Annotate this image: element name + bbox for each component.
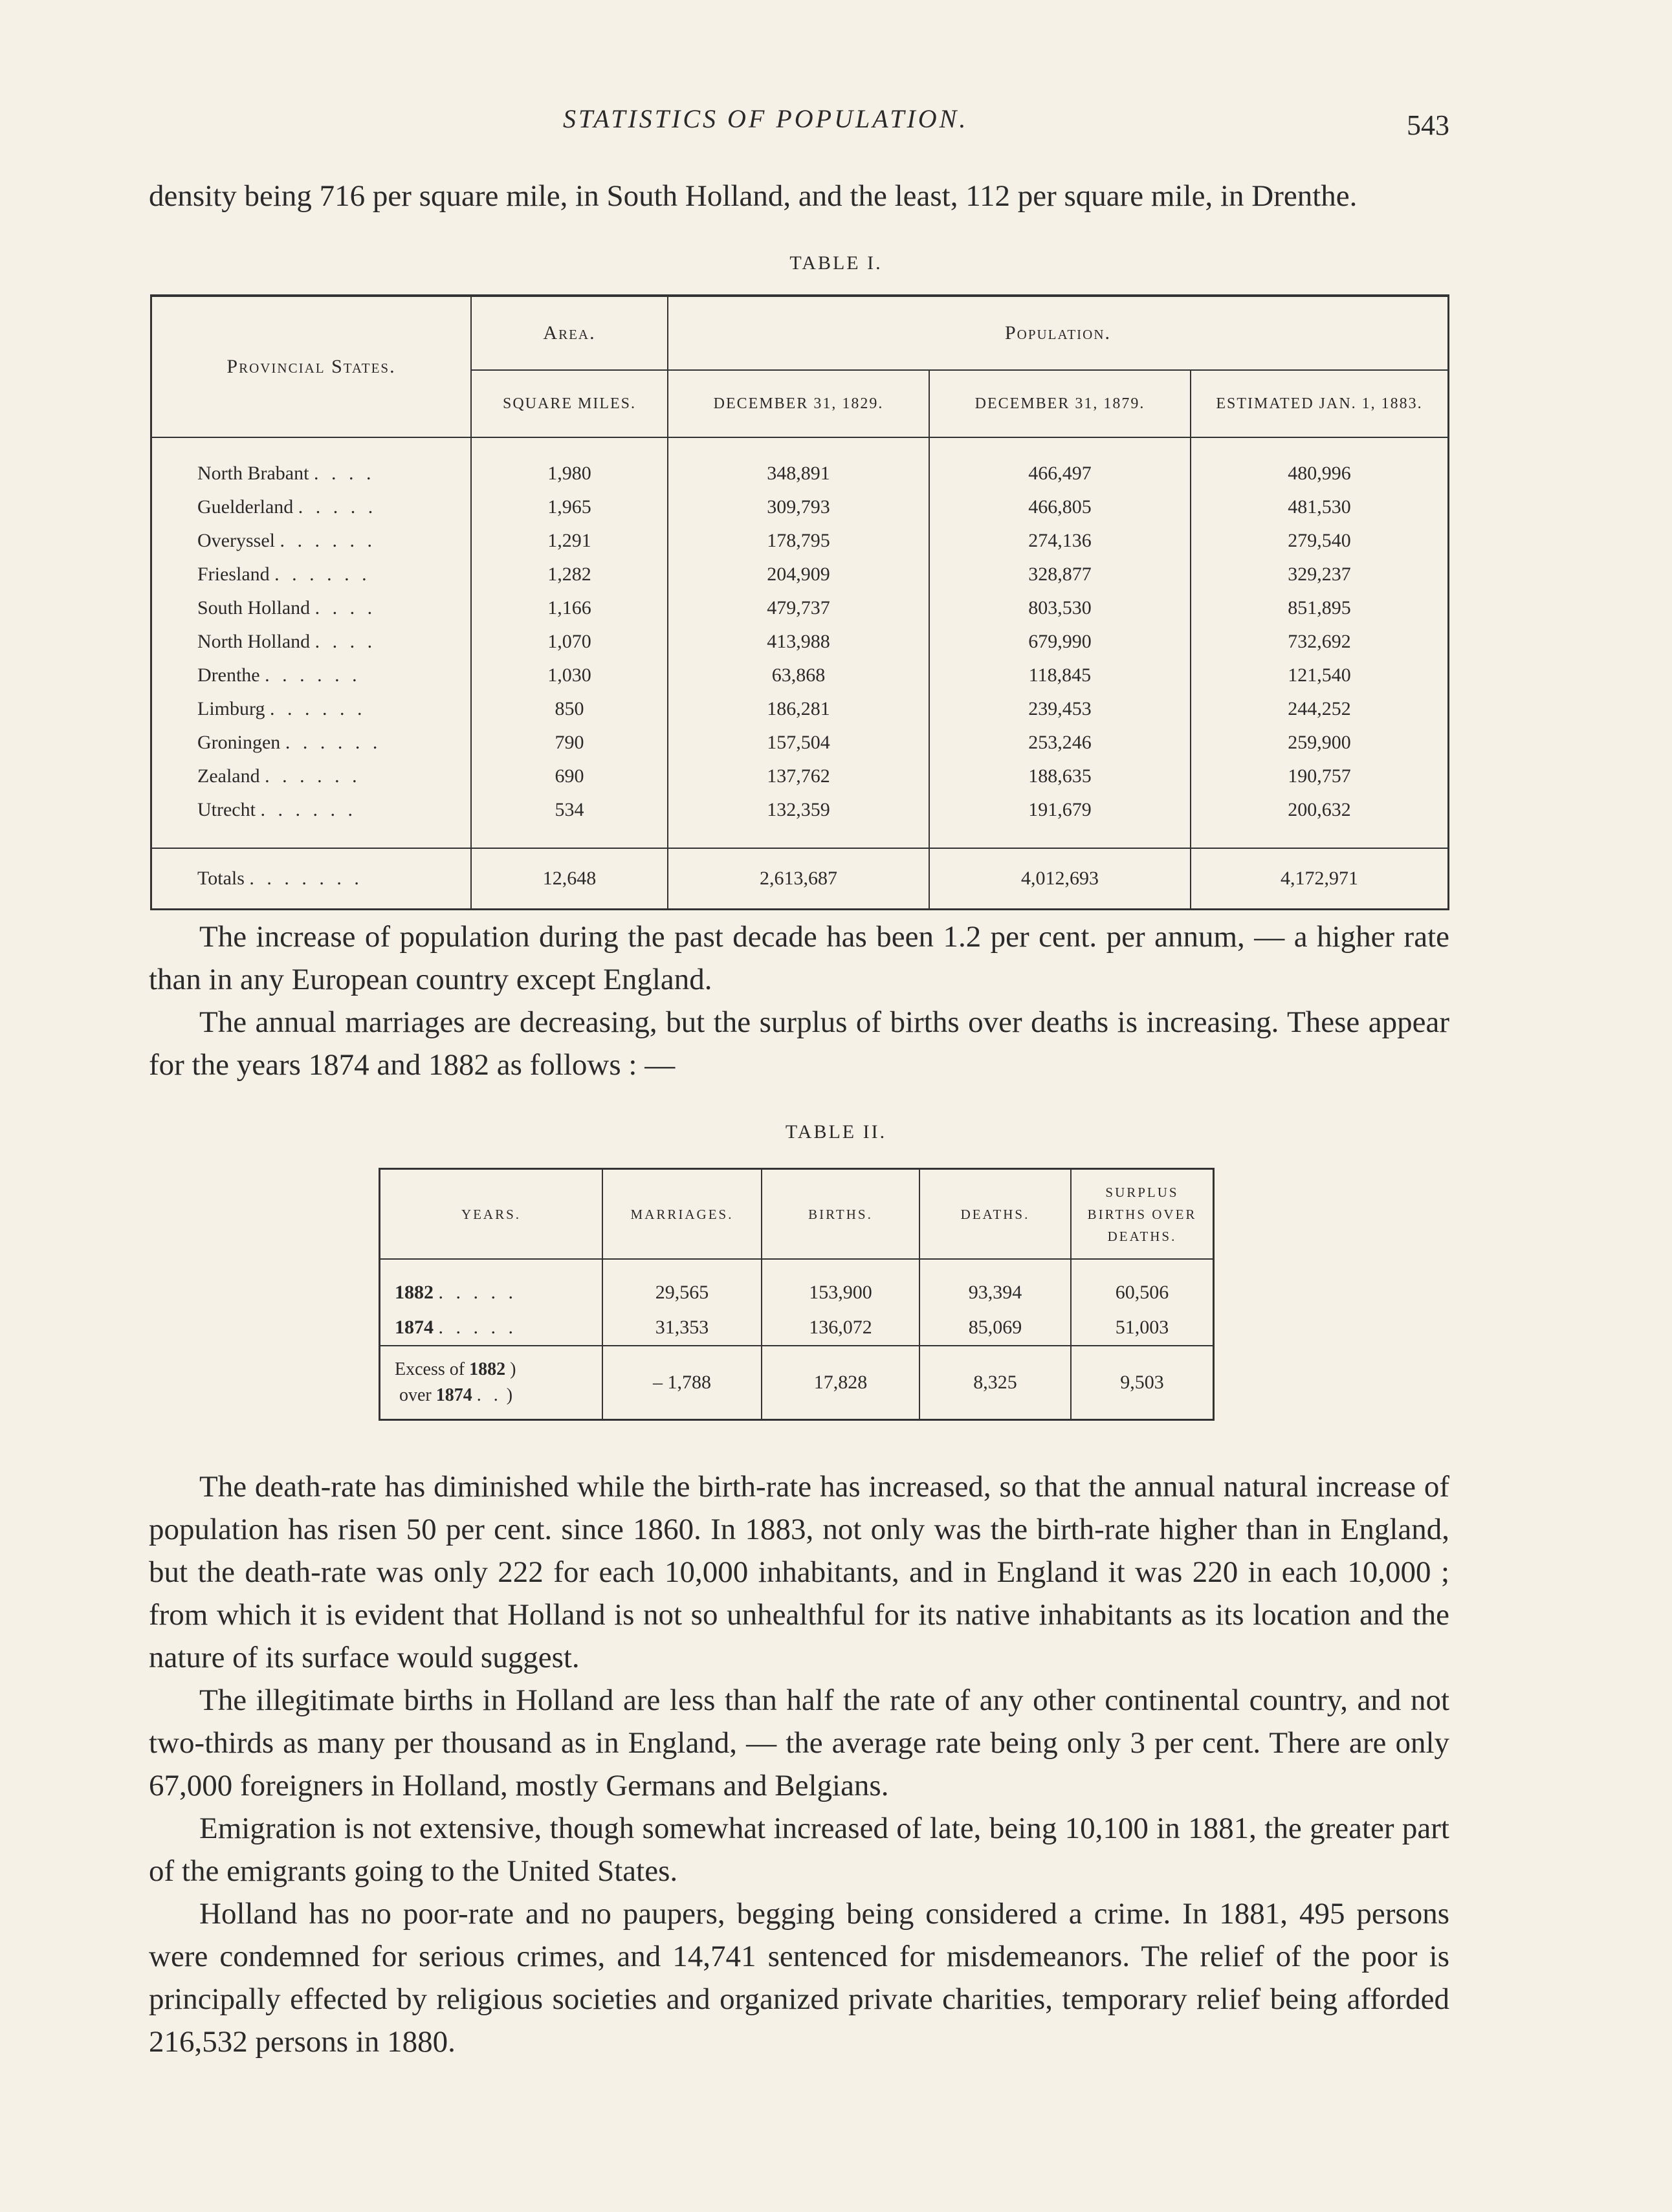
running-head: STATISTICS OF POPULATION. — [563, 104, 969, 133]
pop-1883-cell: 200,632 — [1191, 793, 1449, 827]
pop-1829-total: 2,613,687 — [668, 848, 929, 910]
totals-row — [151, 848, 1449, 910]
pop-1829-cell: 186,281 — [668, 692, 929, 726]
pop-1879-cell: 188,635 — [929, 760, 1191, 793]
table-row — [151, 726, 1449, 760]
province-name: Zealand . . . . . . — [197, 765, 361, 787]
col-marriages: MARRIAGES. — [602, 1169, 762, 1260]
intro-paragraph — [149, 175, 1449, 217]
table1-title: TABLE I. — [789, 252, 883, 274]
area-cell: 850 — [471, 692, 668, 726]
area-cell: 1,965 — [471, 490, 668, 524]
col-years: YEARS. — [461, 1206, 522, 1222]
pop-1829-cell: 137,762 — [668, 760, 929, 793]
table2-title: TABLE II. — [785, 1121, 887, 1143]
pop-1829-cell: 348,891 — [668, 437, 929, 490]
col-population: Population. — [668, 296, 1449, 370]
pop-1829-cell: 204,909 — [668, 558, 929, 591]
table-row — [151, 437, 1449, 490]
pop-1883-cell: 851,895 — [1191, 591, 1449, 625]
births-excess: 17,828 — [762, 1346, 919, 1420]
pop-1829-cell: 157,504 — [668, 726, 929, 760]
table-row — [151, 659, 1449, 692]
pop-1883-cell: 190,757 — [1191, 760, 1449, 793]
para-marriages: The annual marriages are decreasing, but the surplus of births over deaths is increasing. These appear for the years 1874 and 1882 as follows : — — [149, 1005, 1449, 1082]
province-name: Guelderland . . . . . — [197, 496, 377, 518]
pop-1879-cell: 466,805 — [929, 490, 1191, 524]
col-surplus — [1071, 1169, 1214, 1260]
col-area: Area. — [471, 296, 668, 370]
births-cell: 136,072 — [762, 1310, 919, 1346]
col-surplus-line2: BIRTHS OVER — [1087, 1206, 1197, 1222]
table-row — [151, 625, 1449, 659]
province-name: Overyssel . . . . . . — [197, 530, 376, 551]
province-name: North Brabant . . . . — [197, 463, 375, 484]
province-name: South Holland . . . . — [197, 597, 377, 619]
pop-1829-cell: 309,793 — [668, 490, 929, 524]
pop-1879-cell: 253,246 — [929, 726, 1191, 760]
marriages-excess: – 1,788 — [602, 1346, 762, 1420]
province-name: Limburg . . . . . . — [197, 698, 366, 719]
area-cell: 1,980 — [471, 437, 668, 490]
province-name: Friesland . . . . . . — [197, 564, 371, 585]
pop-1883-cell: 732,692 — [1191, 625, 1449, 659]
area-cell: 1,291 — [471, 524, 668, 558]
area-cell: 1,070 — [471, 625, 668, 659]
pop-1829-cell: 178,795 — [668, 524, 929, 558]
pop-1883-cell: 259,900 — [1191, 726, 1449, 760]
area-cell: 790 — [471, 726, 668, 760]
body-paragraphs — [149, 1465, 1449, 2063]
subcol-1883: ESTIMATED JAN. 1, 1883. — [1191, 370, 1449, 437]
deaths-excess: 8,325 — [919, 1346, 1071, 1420]
area-cell: 1,166 — [471, 591, 668, 625]
province-name: Groningen . . . . . . — [197, 732, 382, 753]
pop-1883-cell: 329,237 — [1191, 558, 1449, 591]
area-cell: 1,282 — [471, 558, 668, 591]
pop-1883-total: 4,172,971 — [1191, 848, 1449, 910]
para-emigration: Emigration is not extensive, though somewhat increased of late, being 10,100 in 1881, the greater part of the emigrants going to the United States. — [149, 1812, 1449, 1888]
pop-1829-cell: 132,359 — [668, 793, 929, 827]
surplus-cell: 51,003 — [1071, 1310, 1214, 1346]
pop-1829-cell: 479,737 — [668, 591, 929, 625]
col-provincial-states: Provincial States. — [226, 356, 396, 377]
year-label: 1882 . . . . . — [395, 1282, 517, 1303]
table-row — [151, 591, 1449, 625]
area-cell: 1,030 — [471, 659, 668, 692]
pop-1883-cell: 121,540 — [1191, 659, 1449, 692]
col-surplus-line1: SURPLUS — [1105, 1184, 1179, 1200]
area-cell: 690 — [471, 760, 668, 793]
pop-1883-cell: 279,540 — [1191, 524, 1449, 558]
pop-1879-cell: 118,845 — [929, 659, 1191, 692]
excess-label: Excess of 1882 ) over 1874 . . ) — [380, 1346, 603, 1420]
pop-1883-cell: 244,252 — [1191, 692, 1449, 726]
pop-1879-cell: 191,679 — [929, 793, 1191, 827]
table-row — [380, 1310, 1214, 1346]
pop-1879-cell: 466,497 — [929, 437, 1191, 490]
deaths-cell: 93,394 — [919, 1259, 1071, 1310]
population-table — [150, 294, 1449, 910]
subcol-square-miles: SQUARE MILES. — [471, 370, 668, 437]
table-row — [151, 760, 1449, 793]
area-cell: 534 — [471, 793, 668, 827]
pop-1883-cell: 480,996 — [1191, 437, 1449, 490]
surplus-cell: 60,506 — [1071, 1259, 1214, 1310]
pop-1879-cell: 239,453 — [929, 692, 1191, 726]
page-header — [149, 104, 1449, 155]
intro-text: density being 716 per square mile, in South Holland, and the least, 112 per square mile, in Drenthe. — [149, 179, 1358, 213]
year-label: 1874 . . . . . — [395, 1317, 517, 1338]
para-illegitimate: The illegitimate births in Holland are less than half the rate of any other continental country, and not two-thirds as many per thousand as in England, — the average rate being only 3 per cent. There are only 67,000 foreigners in Holland, mostly Germans and Belgians. — [149, 1683, 1449, 1802]
subcol-1829: DECEMBER 31, 1829. — [668, 370, 929, 437]
province-name: North Holland . . . . — [197, 631, 377, 652]
subcol-1879: DECEMBER 31, 1879. — [929, 370, 1191, 437]
deaths-cell: 85,069 — [919, 1310, 1071, 1346]
table-row — [380, 1259, 1214, 1310]
area-total: 12,648 — [471, 848, 668, 910]
pop-1879-cell: 679,990 — [929, 625, 1191, 659]
table-row — [151, 524, 1449, 558]
table-row — [151, 793, 1449, 827]
table-row — [151, 490, 1449, 524]
table-row — [151, 692, 1449, 726]
vital-statistics-table — [379, 1168, 1215, 1421]
surplus-excess: 9,503 — [1071, 1346, 1214, 1420]
pop-1883-cell: 481,530 — [1191, 490, 1449, 524]
para-increase: The increase of population during the past decade has been 1.2 per cent. per annum, — a higher rate than in any European country except England. — [149, 920, 1449, 996]
increase-paragraph — [149, 915, 1449, 1086]
births-cell: 153,900 — [762, 1259, 919, 1310]
marriages-cell: 31,353 — [602, 1310, 762, 1346]
pop-1829-cell: 413,988 — [668, 625, 929, 659]
page-number: 543 — [1407, 109, 1449, 141]
pop-1879-cell: 328,877 — [929, 558, 1191, 591]
pop-1829-cell: 63,868 — [668, 659, 929, 692]
col-deaths: DEATHS. — [919, 1169, 1071, 1260]
marriages-cell: 29,565 — [602, 1259, 762, 1310]
pop-1879-total: 4,012,693 — [929, 848, 1191, 910]
col-births: BIRTHS. — [762, 1169, 919, 1260]
excess-row — [380, 1346, 1214, 1420]
para-poor-rate: Holland has no poor-rate and no paupers, begging being considered a crime. In 1881, 495 persons were condemned for serious crimes, and 14,741 sentenced for misdemeanors. The relief of the poor is principally effected by religious societies and organized private charities, temporary relief being afforded 216,532 persons in 1880. — [149, 1897, 1449, 2059]
totals-label: Totals . . . . . . . — [151, 848, 472, 910]
pop-1879-cell: 803,530 — [929, 591, 1191, 625]
table-row — [151, 558, 1449, 591]
province-name: Utrecht . . . . . . — [197, 799, 357, 820]
province-name: Drenthe . . . . . . — [197, 664, 361, 686]
col-surplus-line3: DEATHS. — [1107, 1228, 1177, 1244]
para-death-rate: The death-rate has diminished while the birth-rate has increased, so that the annual natural increase of population has risen 50 per cent. since 1860. In 1883, not only was the birth-rate higher than in England, but the death-rate was only 222 for each 10,000 inhabitants, and in England it was 220 in each 10,000 ; from which it is evident that Holland is not so unhealthful for its native inhabitants as its location and the nature of its surface would suggest. — [149, 1470, 1449, 1674]
pop-1879-cell: 274,136 — [929, 524, 1191, 558]
